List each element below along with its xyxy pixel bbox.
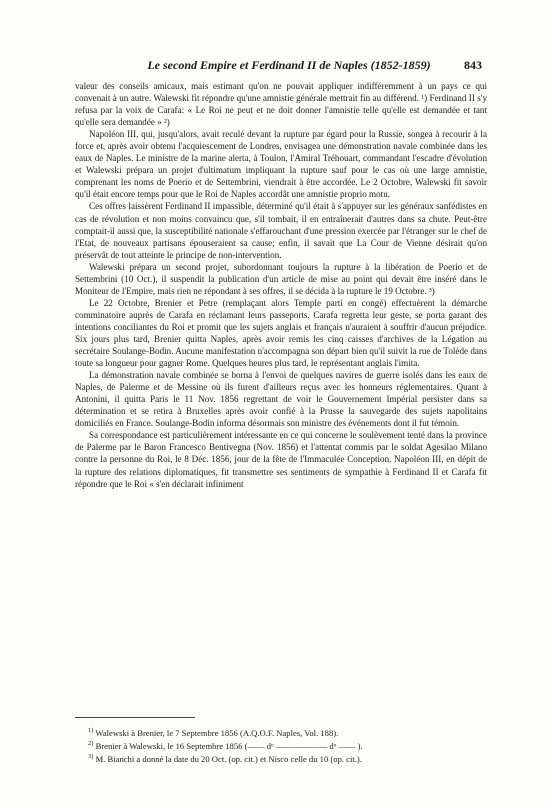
footnote-mark: 3): [88, 753, 94, 761]
footnote-mark: 2): [88, 740, 94, 748]
running-title: Le second Empire et Ferdinand II de Naples (1852-1859): [147, 58, 431, 72]
footnote-text: Brenier à Walewski, le 16 Septembre 1856 (—— dᵒ —————— dᵒ —— ).: [95, 741, 363, 751]
footnote: [88, 727, 488, 740]
footnote-rule: [75, 717, 195, 718]
running-head: [100, 58, 482, 73]
footnote-text: M. Bianchi a donné la date du 20 Oct. (op. cit.) et Nisco celle du 10 (op. cit.).: [95, 754, 362, 764]
paragraph: Le 22 Octobre, Brenier et Petre (remplaçant alors Temple parti en congé) effectuèrent la démarche comminatoire auprès de Carafa en réclamant leurs passeports. Carafa regretta leur geste, se porta garant des intentions conciliantes du Roi et promit que les sujets anglais et français n'auraient à souffrir d'aucun préjudice. Six jours plus tard, Brenier quitta Naples, après avoir remis les cinq caisses d'archives de la Légation au secrétaire Soulange-Bodin. Aucune manifestation n'accompagna son départ bien qu'il suivit la rue de Tolède dans toute sa longueur pour gagner Rome. Quelques heures plus tard, le représentant anglais l'imita.: [75, 297, 487, 369]
footnote: [88, 753, 488, 766]
footnote-mark: 1): [88, 727, 94, 735]
footnotes: [88, 727, 488, 766]
paragraph: Sa correspondance est particulièrement intéressante en ce qui concerne le soulèvement tenté dans la province de Palerme par le Baron Francesco Bentivegna (Nov. 1856) et l'attentat commis par le soldat Agesilao Milano contre la personne du Roi, le 8 Déc. 1856, jour de la fête de l'Immaculée Conception. Napoléon III, en dépit de la rupture des relations diplomatiques, fit transmettre ses sentiments de sympathie à Ferdinand II et Carafa fit répondre que le Roi « s'en déclarait infiniment: [75, 430, 487, 489]
paragraph: Walewski prépara un second projet, subordonnant toujours la rupture à la libération de Poerio et de Settembrini (10 Oct.), il suspendit la publication d'un article de mise au point qui devait être inséré dans le Moniteur de l'Empire, mais rien ne répondant à ses offres, il se décida à la rupture le 19 Octobre. ³): [75, 261, 487, 296]
paragraph: valeur des conseils amicaux, mais estimant qu'on ne pouvait appliquer indifféremment à un pays ce qui convenait à un autre. Walewski fit répondre qu'une amnistie générale mettrait fin au différend. ¹) Ferdinand II s'y refusa par la voix de Carafa: « Le Roi ne peut et ne doit donner l'amnistie telle qu'elle est demandée et tant qu'elle sera demandée » ²): [75, 81, 487, 128]
footnote: [88, 740, 488, 753]
page-number: 843: [464, 58, 482, 72]
footnote-text: Walewski à Brenier, le 7 Septembre 1856 (A.Q.O.F. Naples, Vol. 188).: [95, 728, 339, 738]
body-text: [75, 80, 487, 490]
paragraph: Ces offres laissèrent Ferdinand II impassible, déterminé qu'il était à s'appuyer sur les généraux sanfédistes en cas de révolution et non moins convaincu que, s'il tombait, il en entraînerait d'autres dans sa chute. Peut-être comptait-il aussi que, la susceptibilité nationale s'effarouchant d'une pression exercée par l'étranger sur le chef de l'Etat, de nouveaux partisans épouseraient sa cause; enfin, il savait que La Cour de Vienne désirait qu'on préservât de tout atteinte le principe de non-intervention.: [75, 201, 487, 260]
paragraph: Napoléon III, qui, jusqu'alors, avait reculé devant la rupture par égard pour la Russie, songea à recourir à la force et, après avoir obtenu l'acquiescement de Londres, envisagea une démonstration navale combinée dans les eaux de Naples. Le ministre de la marine alerta, à Toulon, l'Amiral Tréhouart, commandant l'escadre d'évolution et Walewski prépara un projet d'ultimatum impliquant la rupture sauf pour le cas où une large amnistie, comprenant les noms de Poerio et de Settembrini, viendrait à être accordée. Le 2 Octobre, Walewski fit savoir qu'il était encore temps pour que le Roi de Naples accordât une amnistie proprio motu.: [75, 129, 487, 200]
paragraph: La démonstration navale combinée se borna à l'envoi de quelques navires de guerre isolés dans les eaux de Naples, de Palerme et de Messine où ils furent d'ailleurs reçus avec les honneurs réglementaires. Quant à Antonini, il quitta Paris le 11 Nov. 1856 regrettant de voir le Gouvernement Impérial persister dans sa détermination et se retira à Bruxelles après avoir confié à la Prusse la sauvegarde des sujets napolitains domiciliés en France. Soulange-Bodin informa désormais son ministre des événements dont il fut témoin.: [75, 370, 487, 429]
